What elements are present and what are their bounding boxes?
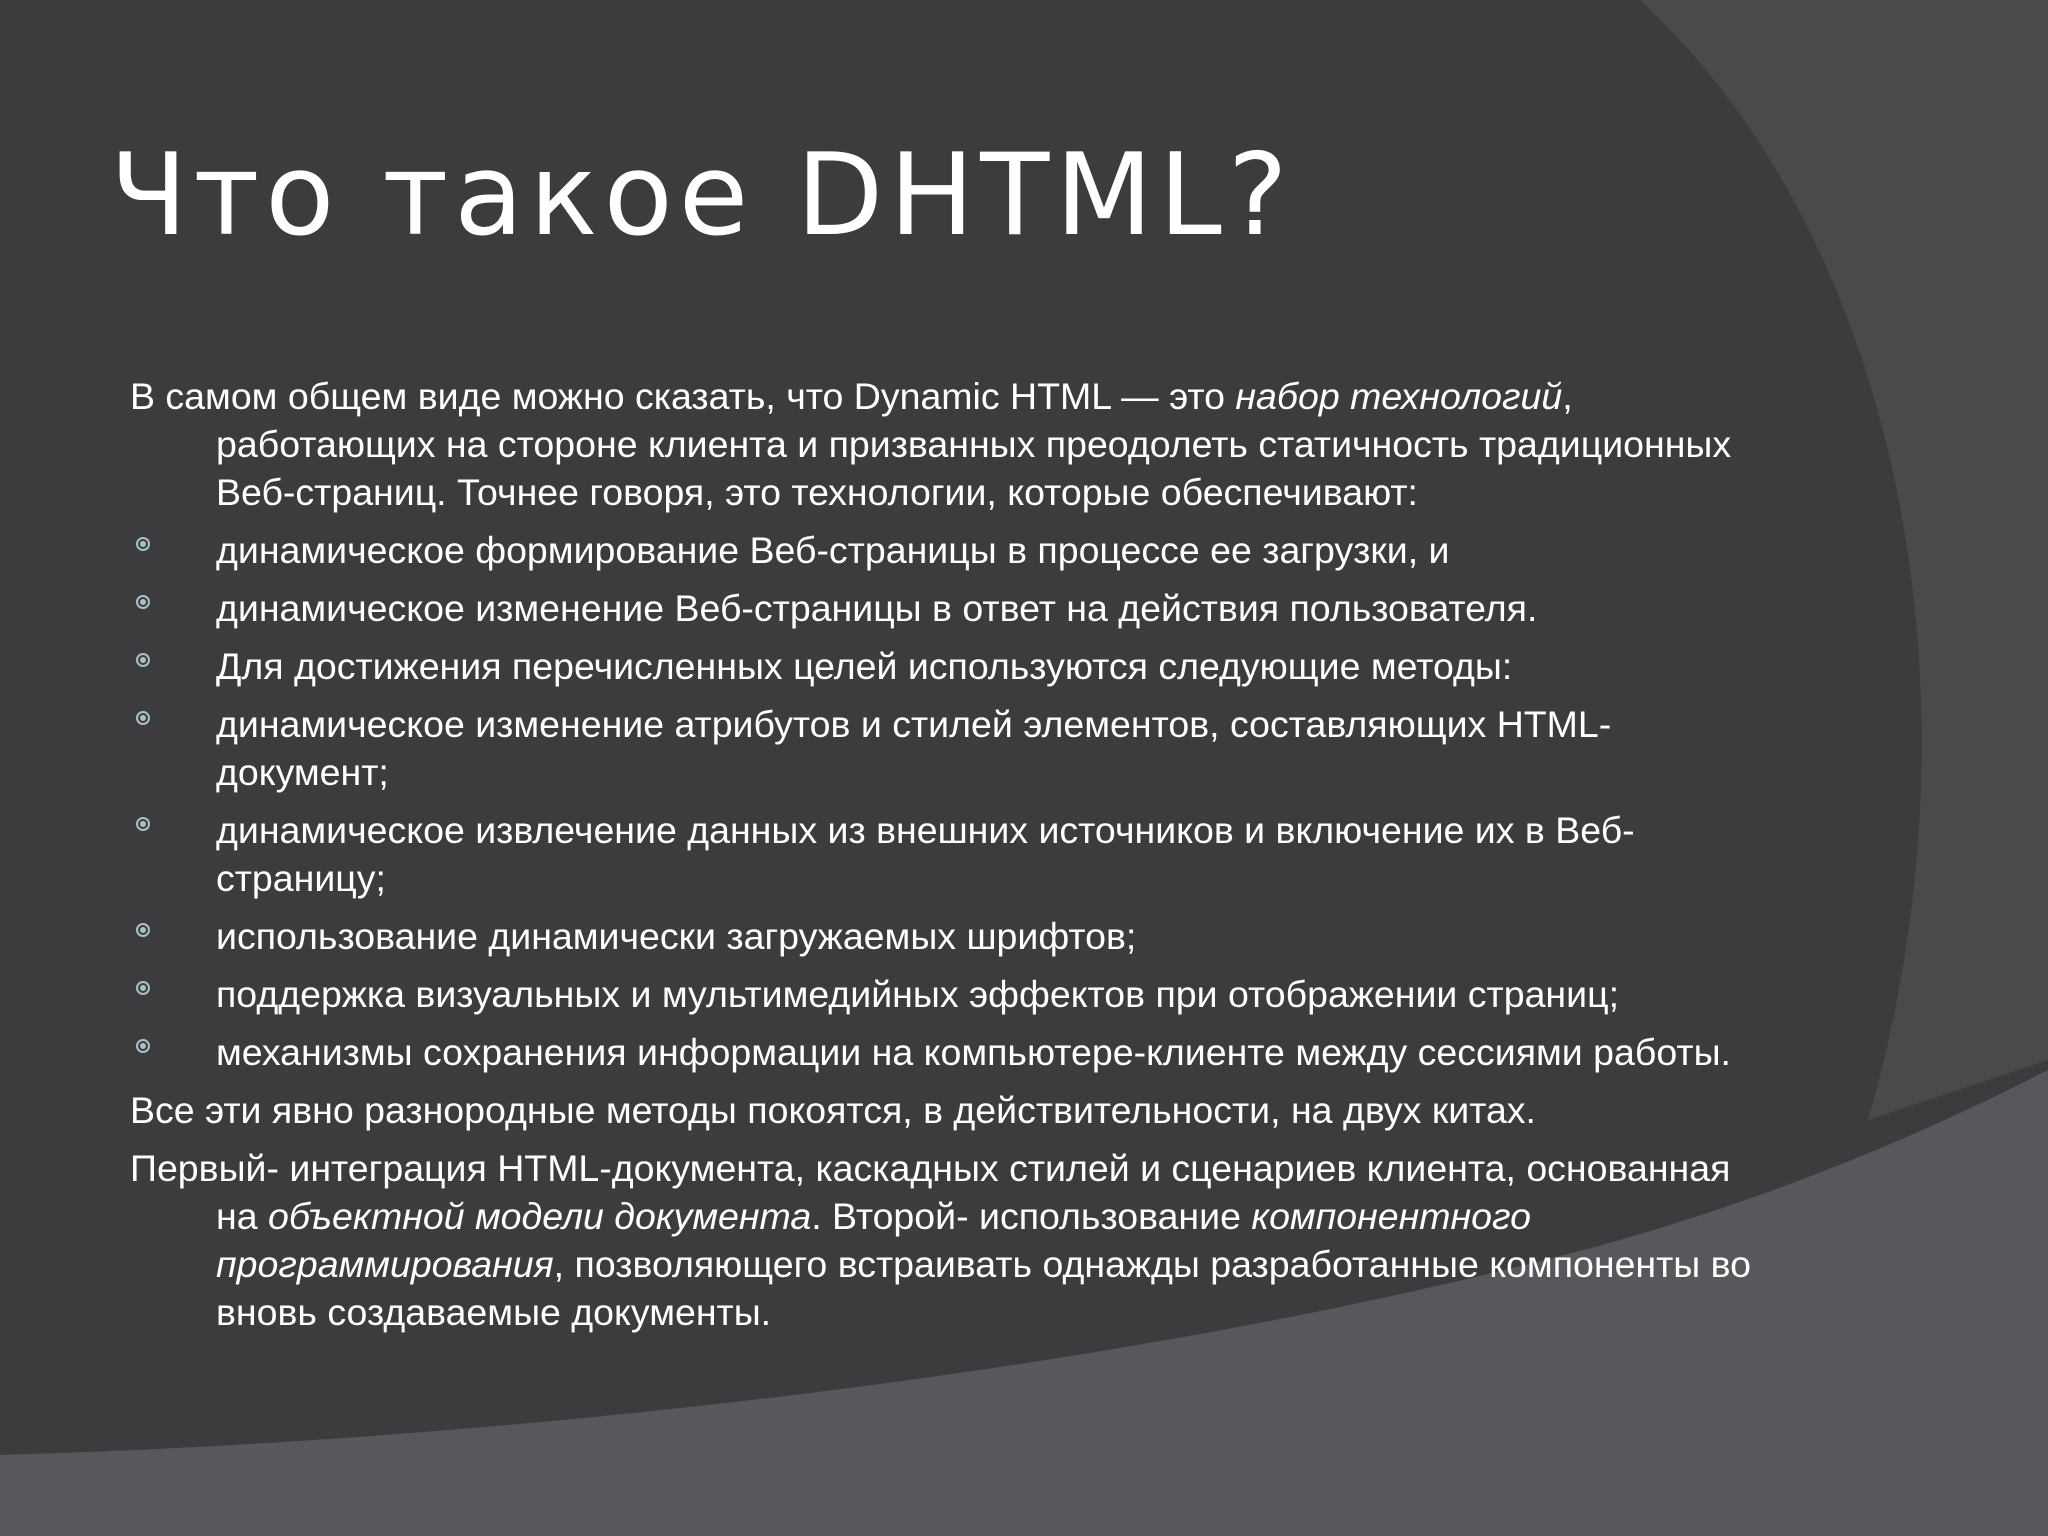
bullet-text: использование динамически загружаемых шрифтов; bbox=[216, 915, 1137, 957]
bullet-item bbox=[130, 642, 1770, 690]
circle-dot-icon bbox=[136, 595, 150, 609]
bullet-item bbox=[130, 970, 1770, 1018]
circle-dot-icon bbox=[136, 653, 150, 667]
summary-paragraph: Все эти явно разнородные методы покоятся, в действительности, на двух китах. bbox=[130, 1089, 1536, 1131]
slide-content bbox=[130, 372, 1770, 1346]
slide-title: Что такое DHTML? bbox=[110, 129, 1294, 261]
circle-dot-icon bbox=[136, 711, 150, 725]
closing-text-2: . Второй- использование bbox=[811, 1195, 1252, 1237]
bullet-text: динамическое изменение Веб-страницы в ответ на действия пользователя. bbox=[216, 587, 1538, 629]
bullet-item bbox=[130, 700, 1770, 796]
bullet-item bbox=[130, 912, 1770, 960]
bullet-text: поддержка визуальных и мультимедийных эффектов при отображении страниц; bbox=[216, 973, 1619, 1015]
circle-dot-icon bbox=[136, 537, 150, 551]
bullet-item bbox=[130, 584, 1770, 632]
circle-dot-icon bbox=[136, 923, 150, 937]
closing-paragraph bbox=[130, 1144, 1770, 1336]
circle-dot-icon bbox=[136, 1039, 150, 1053]
intro-paragraph bbox=[130, 372, 1770, 516]
intro-emphasis: набор технологий bbox=[1235, 375, 1563, 417]
circle-dot-icon bbox=[136, 817, 150, 831]
closing-text-1: Первый- интеграция HTML-документа, каскадных стилей и сценариев клиента, основанная на bbox=[130, 1147, 1731, 1237]
bullet-text: механизмы сохранения информации на компьютере-клиенте между сессиями работы. bbox=[216, 1031, 1731, 1073]
bullet-item bbox=[130, 806, 1770, 902]
closing-emphasis-1: объектной модели документа bbox=[267, 1195, 812, 1237]
bullet-text: Для достижения перечисленных целей используются следующие методы: bbox=[216, 645, 1513, 687]
bullet-text: динамическое извлечение данных из внешних источников и включение их в Веб-страницу; bbox=[216, 809, 1635, 899]
bullet-item bbox=[130, 1028, 1770, 1076]
bullet-text: динамическое формирование Веб-страницы в процессе ее загрузки, и bbox=[216, 529, 1450, 571]
circle-dot-icon bbox=[136, 981, 150, 995]
closing-text-3: , позволяющего встраивать однажды разработанные компоненты во вновь создаваемые документы. bbox=[216, 1243, 1752, 1333]
bullet-text: динамическое изменение атрибутов и стилей элементов, составляющих HTML-документ; bbox=[216, 703, 1612, 793]
bullet-item bbox=[130, 526, 1770, 574]
intro-text-1: В самом общем виде можно сказать, что Dynamic HTML — это bbox=[130, 375, 1236, 417]
closing-emphasis-2: компонентного программирования bbox=[216, 1195, 1531, 1285]
intro-text-2: , работающих на стороне клиента и призванных преодолеть статичность традиционных Веб-страниц. Точнее говоря, это технологии, которые обеспечивают: bbox=[216, 375, 1732, 513]
